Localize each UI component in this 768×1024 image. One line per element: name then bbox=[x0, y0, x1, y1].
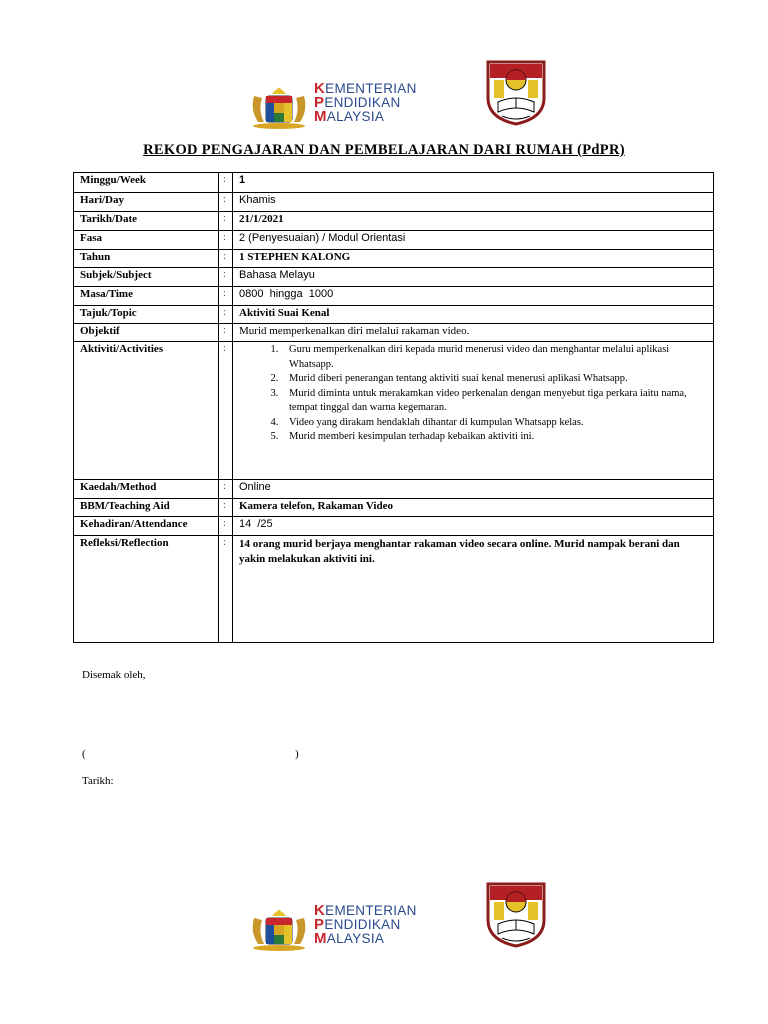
row-tajuk bbox=[74, 306, 714, 324]
row-kaedah bbox=[74, 480, 714, 499]
row-fasa bbox=[74, 231, 714, 250]
label-kaedah: Kaedah/Method bbox=[74, 480, 219, 499]
row-aktiviti bbox=[74, 342, 714, 480]
page-title: REKOD PENGAJARAN DAN PEMBELAJARAN DARI RUMAH (PdPR) bbox=[143, 142, 625, 158]
value-hari: Khamis bbox=[233, 193, 714, 212]
colon: : bbox=[219, 517, 233, 536]
colon: : bbox=[219, 268, 233, 287]
value-tajuk: Aktiviti Suai Kenal bbox=[233, 306, 714, 324]
colon: : bbox=[219, 231, 233, 250]
row-kehadiran bbox=[74, 517, 714, 536]
list-item: 2. Murid diberi penerangan tentang aktiviti suai kenal menerusi aplikasi Whatsapp. bbox=[281, 372, 707, 387]
list-item: 3. Murid diminta untuk merakamkan video perkenalan dengan menyebut tiga perkara iaitu nama, tempat tinggal dan warna kegemaran. bbox=[281, 387, 707, 416]
value-fasa: 2 (Penyesuaian) / Modul Orientasi bbox=[233, 231, 714, 250]
pdpr-record-table bbox=[73, 172, 714, 643]
colon: : bbox=[219, 287, 233, 306]
malaysia-coat-of-arms-logo bbox=[248, 904, 310, 952]
colon: : bbox=[219, 480, 233, 499]
row-tahun bbox=[74, 250, 714, 268]
date-label: Tarikh: bbox=[82, 775, 114, 787]
label-masa: Masa/Time bbox=[74, 287, 219, 306]
row-refleksi bbox=[74, 536, 714, 643]
activity-list bbox=[239, 343, 707, 445]
colon: : bbox=[219, 193, 233, 212]
label-tajuk: Tajuk/Topic bbox=[74, 306, 219, 324]
row-hari bbox=[74, 193, 714, 212]
colon: : bbox=[219, 342, 233, 480]
reviewed-by-label: Disemak oleh, bbox=[82, 669, 146, 681]
value-masa: 0800 hingga 1000 bbox=[233, 287, 714, 306]
value-aktiviti bbox=[233, 342, 714, 480]
label-minggu: Minggu/Week bbox=[74, 173, 219, 193]
value-kehadiran: 14 /25 bbox=[233, 517, 714, 536]
colon: : bbox=[219, 173, 233, 193]
footer-logos bbox=[0, 878, 768, 958]
header-logos bbox=[0, 56, 768, 136]
school-badge-logo bbox=[484, 880, 548, 948]
ministry-wordmark: KEMENTERIAN PENDIDIKAN MALAYSIA bbox=[314, 80, 417, 125]
row-bbm bbox=[74, 499, 714, 517]
value-refleksi: 14 orang murid berjaya menghantar rakaman video secara online. Murid nampak berani dan yakin melakukan aktiviti ini. bbox=[233, 536, 714, 643]
value-tarikh: 21/1/2021 bbox=[233, 212, 714, 231]
label-aktiviti: Aktiviti/Activities bbox=[74, 342, 219, 480]
label-bbm: BBM/Teaching Aid bbox=[74, 499, 219, 517]
colon: : bbox=[219, 324, 233, 342]
row-tarikh bbox=[74, 212, 714, 231]
row-masa bbox=[74, 287, 714, 306]
label-kehadiran: Kehadiran/Attendance bbox=[74, 517, 219, 536]
list-item: 1. Guru memperkenalkan diri kepada murid menerusi video dan menghantar melalui aplikasi Whatsapp. bbox=[281, 343, 707, 372]
school-badge-logo bbox=[484, 58, 548, 126]
colon: : bbox=[219, 250, 233, 268]
label-tahun: Tahun bbox=[74, 250, 219, 268]
label-hari: Hari/Day bbox=[74, 193, 219, 212]
row-subjek bbox=[74, 268, 714, 287]
colon: : bbox=[219, 306, 233, 324]
value-subjek: Bahasa Melayu bbox=[233, 268, 714, 287]
signature-open-paren: ( bbox=[82, 748, 86, 760]
signature-close-paren: ) bbox=[295, 748, 299, 760]
malaysia-coat-of-arms-logo bbox=[248, 82, 310, 130]
value-minggu: 1 bbox=[233, 173, 714, 193]
list-item: 5. Murid memberi kesimpulan terhadap kebaikan aktiviti ini. bbox=[281, 430, 707, 445]
value-objektif: Murid memperkenalkan diri melalui rakaman video. bbox=[233, 324, 714, 342]
value-kaedah: Online bbox=[233, 480, 714, 499]
colon: : bbox=[219, 536, 233, 643]
list-item: 4. Video yang dirakam hendaklah dihantar di kumpulan Whatsapp kelas. bbox=[281, 416, 707, 431]
ministry-wordmark: KEMENTERIAN PENDIDIKAN MALAYSIA bbox=[314, 902, 417, 947]
label-tarikh: Tarikh/Date bbox=[74, 212, 219, 231]
value-tahun: 1 STEPHEN KALONG bbox=[233, 250, 714, 268]
label-refleksi: Refleksi/Reflection bbox=[74, 536, 219, 643]
colon: : bbox=[219, 499, 233, 517]
value-bbm: Kamera telefon, Rakaman Video bbox=[233, 499, 714, 517]
colon: : bbox=[219, 212, 233, 231]
row-objektif bbox=[74, 324, 714, 342]
label-objektif: Objektif bbox=[74, 324, 219, 342]
label-subjek: Subjek/Subject bbox=[74, 268, 219, 287]
label-fasa: Fasa bbox=[74, 231, 219, 250]
row-minggu bbox=[74, 173, 714, 193]
